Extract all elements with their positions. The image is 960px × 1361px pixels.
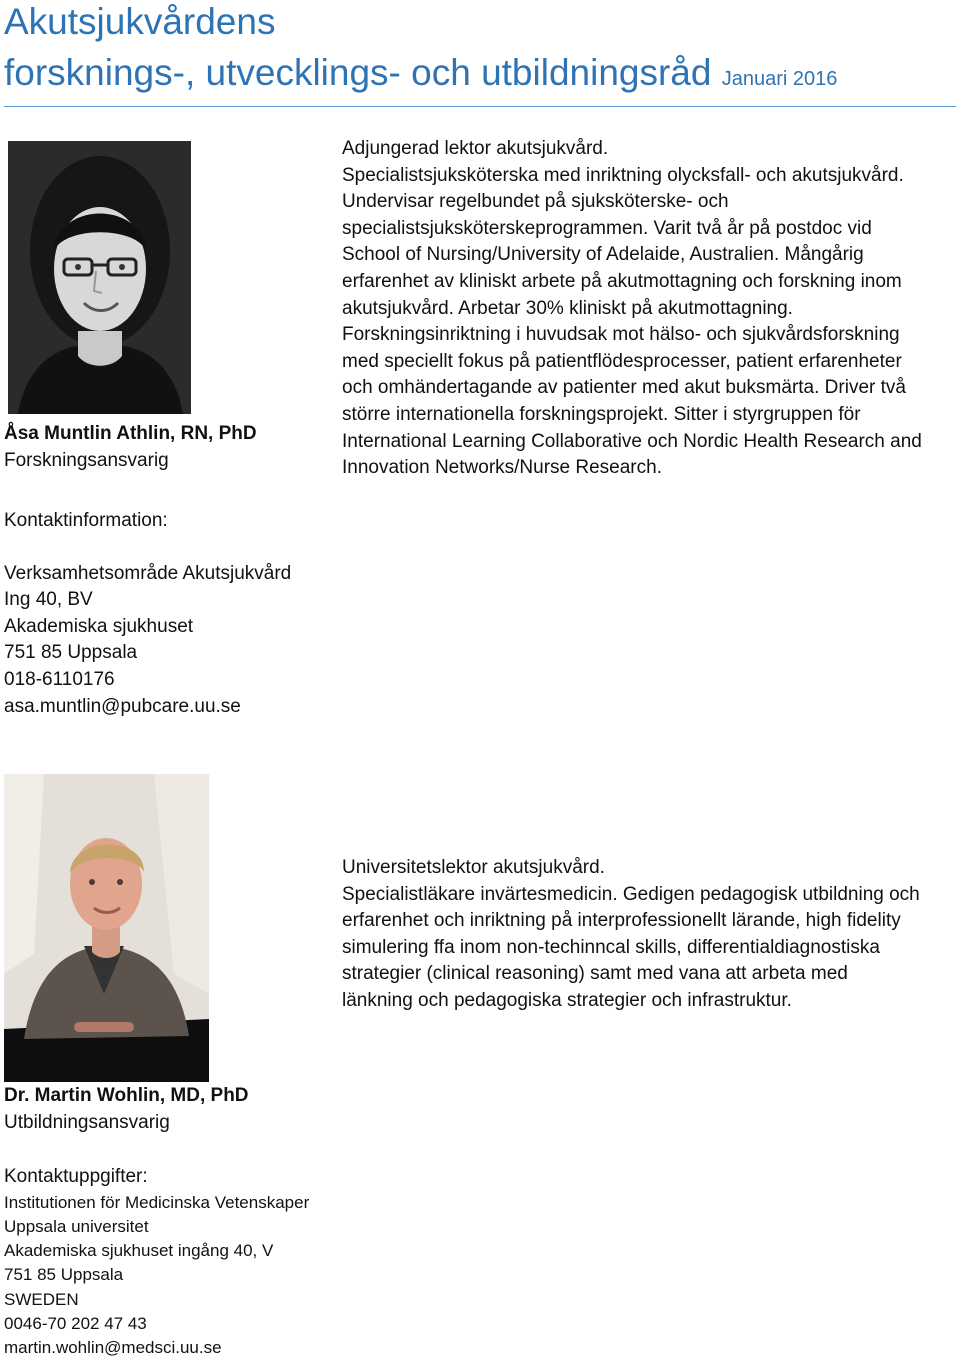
portrait-illustration-asa (8, 141, 191, 414)
person-name: Dr. Martin Wohlin, MD, PhD (4, 1085, 249, 1106)
portrait-photo-asa (8, 141, 191, 414)
bio-line: länkning och pedagogiska strategier och infrastruktur. (342, 989, 792, 1011)
contact-line: Verksamhetsområde Akutsjukvård (4, 562, 292, 584)
contact-line: 751 85 Uppsala (4, 1265, 124, 1285)
bio-line: International Learning Collaborative och Nordic Health Research and (342, 430, 922, 452)
bio-line: akutsjukvård. Arbetar 30% kliniskt på akutmottagning. (342, 297, 793, 319)
bio-line: Innovation Networks/Nurse Research. (342, 457, 662, 479)
contact-heading: Kontaktinformation: (4, 510, 168, 531)
contact-line: 018-6110176 (4, 668, 115, 690)
title-underline (4, 106, 956, 107)
contact-line: 0046-70 202 47 43 (4, 1314, 147, 1334)
contact-line: SWEDEN (4, 1289, 79, 1309)
contact-line: Uppsala universitet (4, 1216, 149, 1236)
bio-line: erfarenhet av kliniskt arbete på akutmottagning och forskning inom (342, 270, 902, 292)
contact-email[interactable]: martin.wohlin@medsci.uu.se (4, 1338, 222, 1358)
bio-line: erfarenhet och inriktning på interprofessionellt lärande, high fidelity (342, 910, 901, 932)
portrait-illustration-martin (4, 774, 209, 1082)
bio-line: och omhändertagande av patienter med akut buksmärta. Driver två (342, 377, 906, 399)
contact-line: Akademiska sjukhuset (4, 615, 194, 637)
person-role: Forskningsansvarig (4, 449, 169, 471)
bio-line: School of Nursing/University of Adelaide, Australien. Mångårig (342, 244, 864, 266)
bio-line: större internationella forskningsprojekt. Sitter i styrgruppen för (342, 403, 861, 425)
person-name: Åsa Muntlin Athlin, RN, PhD (4, 423, 257, 444)
bio-line: Forskningsinriktning i huvudsak mot hälso- och sjukvårdsforskning (342, 324, 900, 346)
bio-line: simulering ffa inom non-techinncal skills, differentialdiagnostiska (342, 936, 880, 958)
bio-asa (342, 136, 922, 482)
portrait-photo-martin (4, 774, 209, 1082)
title-date: Januari 2016 (721, 68, 838, 90)
bio-line: specialistsjuksköterskeprogrammen. Varit två år på postdoc vid (342, 217, 872, 239)
caption-asa (4, 421, 257, 474)
caption-martin (4, 1083, 249, 1136)
bio-line: med speciellt fokus på patientflödesprocesser, patient erfarenheter (342, 350, 902, 372)
bio-line: Universitetslektor akutsjukvård. (342, 857, 605, 878)
title-line-1: Akutsjukvårdens (4, 1, 276, 42)
bio-line: Specialistsjuksköterska med inriktning olycksfall- och akutsjukvård. (342, 164, 904, 186)
bio-martin (342, 855, 920, 1015)
contact-block-asa (4, 508, 291, 720)
contact-heading: Kontaktuppgifter: (4, 1166, 148, 1187)
contact-email[interactable]: asa.muntlin@pubcare.uu.se (4, 695, 241, 717)
bio-line: Undervisar regelbundet på sjuksköterske- och (342, 191, 729, 213)
title-line-2: forsknings-, utvecklings- och utbildningsråd (4, 52, 712, 93)
bio-line: strategier (clinical reasoning) samt med vana att arbeta med (342, 963, 848, 985)
contact-line: Akademiska sjukhuset ingång 40, V (4, 1241, 274, 1261)
contact-block-martin (4, 1164, 309, 1361)
contact-line: 751 85 Uppsala (4, 642, 138, 664)
person-role: Utbildningsansvarig (4, 1111, 170, 1133)
bio-line: Adjungerad lektor akutsjukvård. (342, 138, 609, 159)
contact-line: Institutionen för Medicinska Vetenskaper (4, 1192, 310, 1212)
contact-line: Ing 40, BV (4, 589, 93, 611)
bio-line: Specialistläkare invärtesmedicin. Gedigen pedagogisk utbildning och (342, 883, 920, 905)
